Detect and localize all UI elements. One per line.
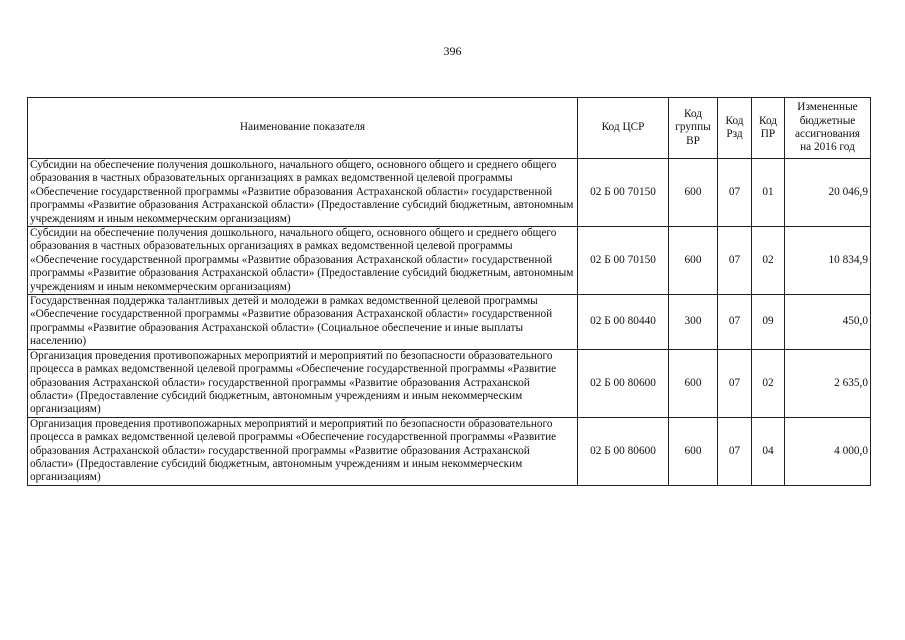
table-header-row (28, 98, 871, 159)
row-pr-code: 02 (752, 349, 785, 417)
row-amount: 4 000,0 (785, 417, 871, 485)
row-name: Государственная поддержка талантливых детей и молодежи в рамках ведомственной целевой программы «Обеспечение государственной программы «Развитие образования Астраханской области» государственной программы «Развитие образования Астраханской области» (Социальное обеспечение и иные выплаты населению) (28, 295, 578, 350)
row-pr-code: 01 (752, 159, 785, 227)
row-vr-code: 300 (669, 295, 718, 350)
table-row (28, 417, 871, 485)
budget-table (27, 97, 871, 486)
header-vr: Код группы ВР (669, 98, 718, 159)
row-csr-code: 02 Б 00 70150 (578, 227, 669, 295)
row-name: Субсидии на обеспечение получения дошкольного, начального общего, основного общего и среднего общего образования в частных образовательных организациях в рамках ведомственной целевой программы «Обеспечение государственной программы «Развитие образования Астраханской области» государственной программы «Развитие образования Астраханской области» (Предоставление субсидий бюджетным, автономным учреждениям и иным некоммерческим организациям) (28, 227, 578, 295)
table-row (28, 227, 871, 295)
row-rzd-code: 07 (718, 349, 752, 417)
row-amount: 10 834,9 (785, 227, 871, 295)
table-row (28, 295, 871, 350)
row-amount: 2 635,0 (785, 349, 871, 417)
row-pr-code: 09 (752, 295, 785, 350)
header-rzd: Код Рзд (718, 98, 752, 159)
header-pr: Код ПР (752, 98, 785, 159)
row-pr-code: 04 (752, 417, 785, 485)
header-name: Наименование показателя (28, 98, 578, 159)
table-row (28, 159, 871, 227)
row-rzd-code: 07 (718, 159, 752, 227)
header-csr: Код ЦСР (578, 98, 669, 159)
row-pr-code: 02 (752, 227, 785, 295)
page-number: 396 (443, 44, 462, 58)
row-name: Субсидии на обеспечение получения дошкольного, начального общего, основного общего и среднего общего образования в частных образовательных организациях в рамках ведомственной целевой программы «Обеспечение государственной программы «Развитие образования Астраханской области» государственной программы «Развитие образования Астраханской области» (Предоставление субсидий бюджетным, автономным учреждениям и иным некоммерческим организациям) (28, 159, 578, 227)
row-amount: 20 046,9 (785, 159, 871, 227)
row-csr-code: 02 Б 00 80600 (578, 417, 669, 485)
row-csr-code: 02 Б 00 70150 (578, 159, 669, 227)
row-amount: 450,0 (785, 295, 871, 350)
table-row (28, 349, 871, 417)
row-rzd-code: 07 (718, 227, 752, 295)
row-vr-code: 600 (669, 349, 718, 417)
row-vr-code: 600 (669, 159, 718, 227)
row-rzd-code: 07 (718, 417, 752, 485)
row-vr-code: 600 (669, 227, 718, 295)
row-name: Организация проведения противопожарных мероприятий и мероприятий по безопасности образовательного процесса в рамках ведомственной целевой программы «Обеспечение государственной программы «Развитие образования Астраханской области» государственной программы «Развитие образования Астраханской области» (Предоставление субсидий бюджетным, автономным учреждениям и иным некоммерческим организациям) (28, 417, 578, 485)
row-csr-code: 02 Б 00 80600 (578, 349, 669, 417)
row-vr-code: 600 (669, 417, 718, 485)
row-rzd-code: 07 (718, 295, 752, 350)
row-name: Организация проведения противопожарных мероприятий и мероприятий по безопасности образовательного процесса в рамках ведомственной целевой программы «Обеспечение государственной программы «Развитие образования Астраханской области» государственной программы «Развитие образования Астраханской области» (Предоставление субсидий бюджетным, автономным учреждениям и иным некоммерческим организациям) (28, 349, 578, 417)
header-amount: Измененные бюджетные ассигнования на 2016 год (785, 98, 871, 159)
row-csr-code: 02 Б 00 80440 (578, 295, 669, 350)
